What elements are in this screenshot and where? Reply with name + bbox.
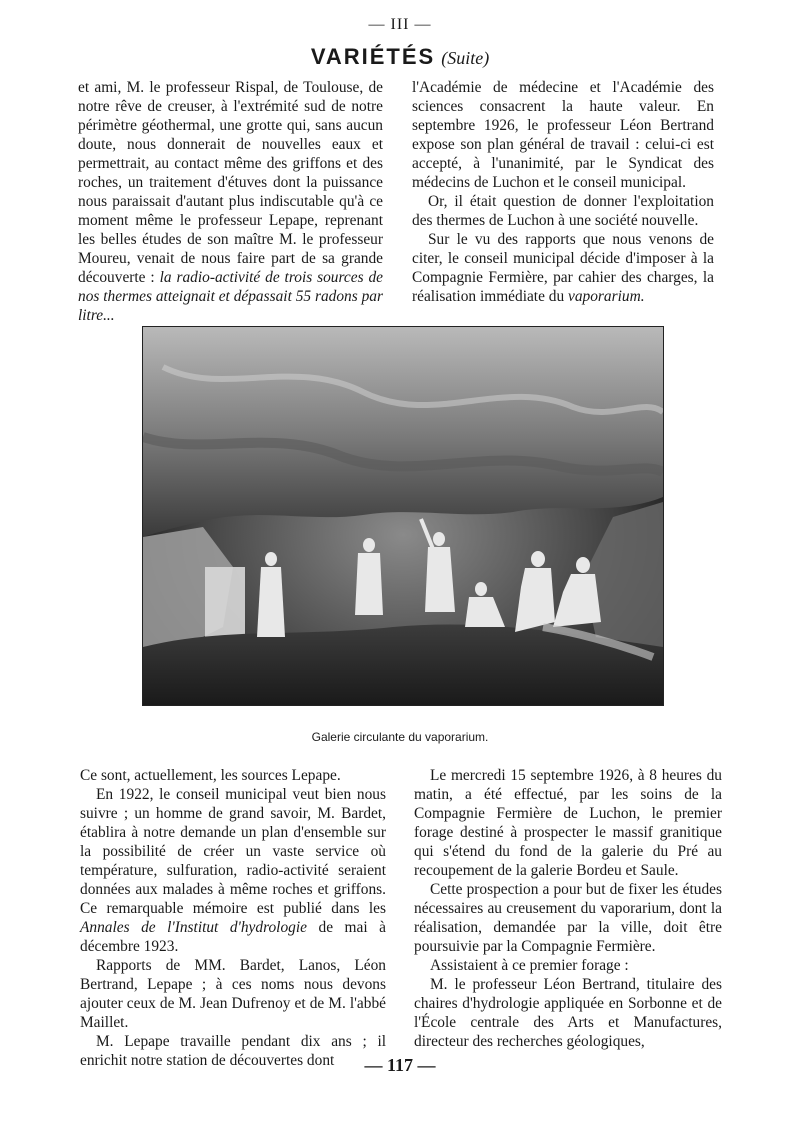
paragraph: et ami, M. le professeur Rispal, de Toulouse, de notre rêve de creuser, à l'extrémité sud de notre périmètre géothermal, une grotte qui, sans aucun doute, nous donnerait de nouvelles eaux et permettrait, au contact même des griffons et des roches, un traitement d'étuves dont la puissance nous paraissait d'autant plus indiscutable qu'à ce moment même le professeur Lepape, reprenant les belles études de son maître M. le professeur Moureu, venait de nous faire part de sa grande découverte : la radio-activité de trois sources de nos thermes atteignait et dépassait 55 radons par litre... [78,79,383,324]
section-number: — III — [368,16,432,33]
figure-caption: Galerie circulante du vaporarium. [311,730,489,744]
column-bottom-right [414,766,722,1051]
paragraph: Sur le vu des rapports que nous venons de citer, le conseil municipal décide d'imposer à la Compagnie Fermière, par cahier des charges, la réalisation immédiate du vaporarium. [412,231,714,305]
italic-title: Annales de l'Institut d'hydrologie [80,919,307,936]
paragraph: M. le professeur Léon Bertrand, titulaire des chaires d'hydrologie appliquée en Sorbonne et de l'École centrale des Arts et Manufactures, directeur des recherches géologiques, [414,976,722,1050]
cave-ceiling [143,327,663,537]
title-main: VARIÉTÉS [310,44,436,69]
column-bottom-left [80,766,386,1070]
paragraph: l'Académie de médecine et l'Académie des sciences consacrent la haute valeur. En septembre 1926, le professeur Léon Bertrand expose son plan général de travail : celui-ci est accepté, à l'unanimité, par le Syndicat des médecins de Luchon et le conseil municipal. [412,79,714,191]
paragraph: Rapports de MM. Bardet, Lanos, Léon Bertrand, Lepape ; à ces noms nous devons ajouter ceux de M. Jean Dufrenoy et de M. l'abbé Maillet. [80,957,386,1031]
italic-quote: la radio-activité de trois sources de nos thermes atteignait et dépassait 55 radons par litre... [78,269,383,324]
cave-photo-illustration [143,327,663,705]
page-number: — 117 — [364,1055,436,1075]
paragraph: Assistaient à ce premier forage : [430,957,629,974]
title-suffix: (Suite) [441,48,490,68]
paragraph: Cette prospection a pour but de fixer les études nécessaires au creusement du vaporarium, dont la réalisation, demandée par la ville, doit être poursuivie par la Compagnie Fermière. [414,881,722,955]
page-title [0,44,800,71]
paragraph: M. Lepape travaille pendant dix ans ; il enrichit notre station de découvertes dont [80,1033,386,1069]
paragraph: Le mercredi 15 septembre 1926, à 8 heures du matin, a été effectué, par les soins de la Compagnie Fermière de Luchon, le premier forage destiné à prospecter le massif granitique qui s'étend du fond de la galerie du Pré au recoupement de la galerie Bordeu et Saule. [414,767,722,879]
paragraph: En 1922, le conseil municipal veut bien nous suivre ; un homme de grand savoir, M. Bardet, établira à notre demande un plan d'ensemble sur la possibilité de créer un vaste service où température, sulfuration, radio-activité seraient données aux malades à même roches et griffons. Ce remarquable mémoire est publié dans les Annales de l'Institut d'hydrologie de mai à décembre 1923. [80,786,386,955]
column-top-left [78,78,383,325]
paragraph: Or, il était question de donner l'exploitation des thermes de Luchon à une société nouvelle. [412,193,714,229]
italic-term: vaporarium. [568,288,645,305]
cave-photograph [142,326,664,706]
paragraph: Ce sont, actuellement, les sources Lepape. [80,767,341,784]
column-top-right [412,78,714,306]
